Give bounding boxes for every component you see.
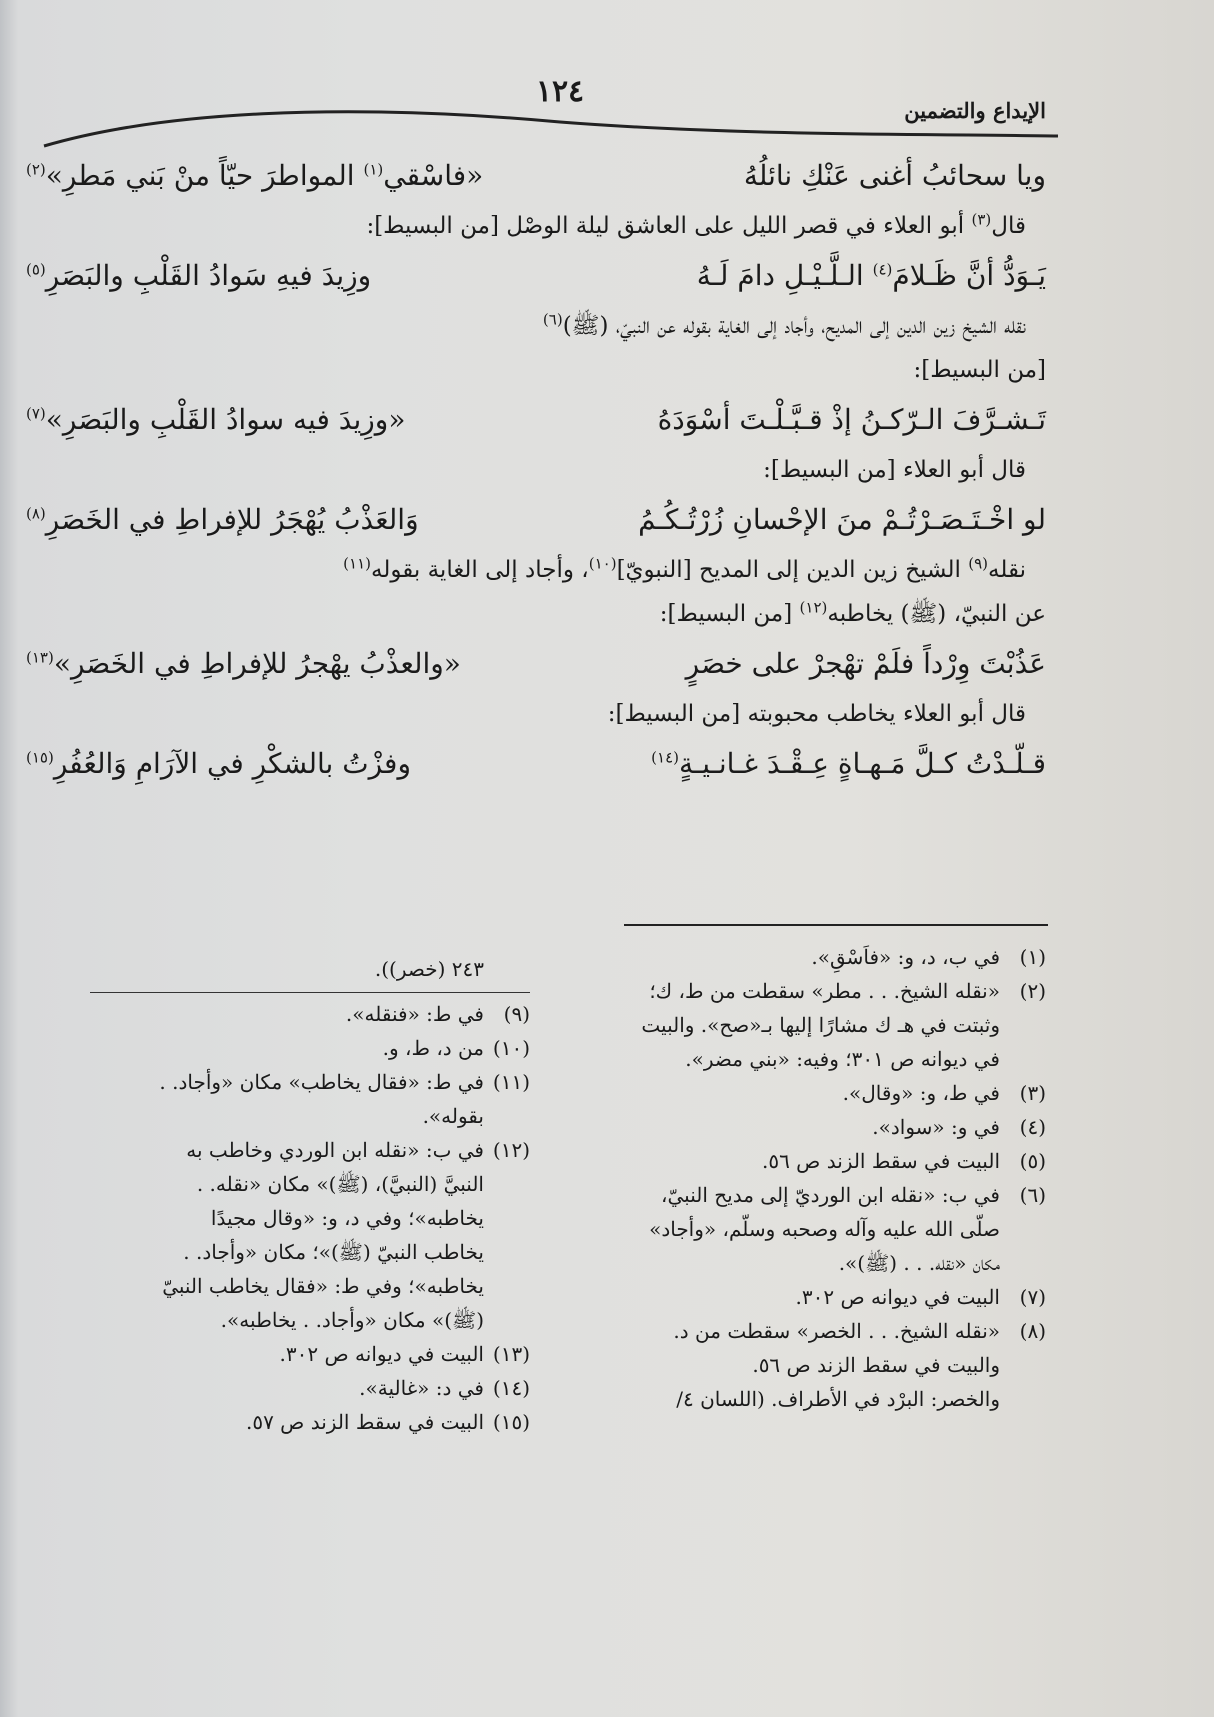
prose-paragraph: [من البسيط]: (913, 357, 1046, 383)
footnote-12: (١٢)في ب: «نقله ابن الوردي وخاطب به النبيَّ (النبيَّ)، (ﷺ)» مكان «نقله. . يخاطبه»؛ وفي د، و: «وقال مجيدًا يخاطب النبيّ (ﷺ)»؛ مكان «وأجاد. . يخاطبه»؛ وفي ط: «فقال يخاطب النبيّ (ﷺ)» مكان «وأجاد. . يخاطبه». (162, 1138, 530, 1332)
footnote-ref: (٢) (26, 160, 46, 179)
footnote-continuation-rule (90, 992, 530, 993)
footnote-separator (624, 924, 1048, 926)
page-number: ١٢٤ (535, 74, 585, 109)
verse-line (26, 636, 1046, 692)
verse-first-hemistich: ويا سحائبُ أغنى عَنْكِ نائلُهُ (743, 159, 1046, 192)
footnote-10: (١٠)من د، ط، و. (382, 1036, 530, 1060)
prose-paragraph: نقله الشيخ زين الدين إلى المديح، وأجاد إلى الغاية بقوله عن النبيّ، (ﷺ)$^{(٦)}$ (542, 310, 1026, 339)
footnote-ref: (٤) (872, 260, 893, 279)
verse-second-hemistich: وفزْتُ بالشكْرِ في الآرَامِ وَالعُفُرِ$^{(١٥)}$ (26, 747, 411, 780)
footnote-7: (٧)البيت في ديوانه ص ٣٠٢. (795, 1285, 1046, 1309)
footnote-ref: (١٥) (26, 748, 54, 767)
verse-first-hemistich: قـلّـدْتُ كـلَّ مَـهـاةٍ عِـقْـدَ غـانـيـةٍ$^{(١٤)}$ (651, 747, 1046, 780)
running-head: الإيداع والتضمين (904, 98, 1046, 123)
verse-line (26, 392, 1046, 448)
verse-second-hemistich: وزِيدَ فيهِ سَوادُ القَلْبِ والبَصَرِ$^{(٥)}$ (26, 259, 372, 292)
footnote-ref: (١٣) (26, 648, 54, 667)
footnote-ref: (٥) (26, 260, 46, 279)
footnotes-left-column (60, 952, 530, 1439)
footnote-ref: (١٢) (799, 598, 828, 617)
footnote-ref: (١٤) (651, 748, 680, 767)
verse-second-hemistich: «فاسْقي$^{(١)}$ المواطرَ حيّاً منْ بَني مَطرِ»$^{(٢)}$ (26, 159, 484, 192)
header-swash-rule (40, 108, 1060, 148)
prose-paragraph: عن النبيّ، (ﷺ) يخاطبه$^{(١٢)}$ [من البسيط]: (659, 598, 1046, 627)
footnote-ref: (١٠) (588, 554, 617, 573)
footnote-13: (١٣)البيت في ديوانه ص ٣٠٢. (279, 1342, 530, 1366)
verse-first-hemistich: تَـشـرَّفَ الـرّكـنُ إذْ قـبَّـلْـتَ أسْوَدَهُ (657, 403, 1046, 436)
footnote-4: (٤)في و: «سواد». (872, 1115, 1046, 1139)
footnote-ref: (٨) (26, 504, 46, 523)
footnote-1: (١)في ب، د، و: «فاَسْقِ». (811, 945, 1046, 969)
prose-paragraph: قال$^{(٣)}$ أبو العلاء في قصر الليل على العاشق ليلة الوصْل [من البسيط]: (366, 210, 1026, 239)
footnote-ref: (٩) (968, 554, 989, 573)
verse-second-hemistich: وَالعَذْبُ يُهْجَرُ للإفراطِ في الخَصَرِ$^{(٨)}$ (26, 503, 419, 536)
footnote-ref: (٧) (26, 404, 46, 423)
footnote-8-continuation: ٢٤٣ (خصر)). (374, 957, 484, 981)
footnote-11: (١١)في ط: «فقال يخاطب» مكان «وأجاد. . بقوله». (159, 1070, 530, 1128)
main-text (26, 148, 1046, 792)
footnote-15: (١٥)البيت في سقط الزند ص ٥٧. (245, 1410, 530, 1434)
verse-first-hemistich: لو اخْـتَـصَـرْتُـمْ منَ الإحْسانِ زُرْتُـكُـمُ (638, 503, 1046, 536)
footnote-9: (٩)في ط: «فنقله». (345, 1002, 530, 1026)
footnote-5: (٥)البيت في سقط الزند ص ٥٦. (761, 1149, 1046, 1173)
footnote-2: (٢)«نقله الشيخ. . . مطر» سقطت من ط، ك؛ وثبتت في هـ ك مشارًا إليها بـ«صح». والبيت في ديوانه ص ٣٠١؛ وفيه: «بني مضر». (641, 979, 1046, 1071)
verse-first-hemistich: يَـوَدُّ أنَّ ظَـلامَ$^{(٤)}$ الـلَّـيْـلِ دامَ لَـهُ (696, 259, 1046, 292)
footnote-ref: (٦) (542, 310, 563, 329)
verse-second-hemistich: «والعذْبُ يهْجرُ للإفراطِ في الخَصَرِ»$^{(١٣)}$ (26, 647, 461, 680)
footnote-8: (٨)«نقله الشيخ. . . الخصر» سقطت من د. والبيت في سقط الزند ص ٥٦. والخصر: البرْد في الأطراف. (اللسان ٤/ (673, 1319, 1046, 1411)
verse-line (26, 148, 1046, 204)
prose-paragraph: قال أبو العلاء يخاطب محبوبته [من البسيط]: (607, 701, 1026, 727)
verse-line (26, 248, 1046, 304)
footnote-14: (١٤)في د: «غالية». (359, 1376, 530, 1400)
prose-paragraph: نقله$^{(٩)}$ الشيخ زين الدين إلى المديح [النبويّ]$^{(١٠)}$، وأجاد إلى الغاية بقوله$^{(١١)}$ (343, 554, 1026, 583)
prose-paragraph: قال أبو العلاء [من البسيط]: (763, 457, 1026, 483)
verse-line (26, 736, 1046, 792)
footnote-3: (٣)في ط، و: «وقال». (842, 1081, 1046, 1105)
verse-line (26, 492, 1046, 548)
footnote-6: (٦)في ب: «نقله ابن الورديّ إلى مديح النبيّ، صلّى الله عليه وآله وصحبه وسلّم، «وأجاد» مكان «نقله. . . (ﷺ)». (649, 1183, 1046, 1275)
footnote-ref: (١١) (343, 554, 372, 573)
footnotes-right-column (606, 940, 1046, 1416)
footnote-ref: (١) (363, 160, 384, 179)
verse-second-hemistich: «وزِيدَ فيه سوادُ القَلْبِ والبَصَرِ»$^{(٧)}$ (26, 403, 406, 436)
verse-first-hemistich: عَذُبْتَ وِرْداً فلَمْ تهْجرْ على خصَرٍ (685, 647, 1046, 680)
footnote-ref: (٣) (971, 210, 992, 229)
